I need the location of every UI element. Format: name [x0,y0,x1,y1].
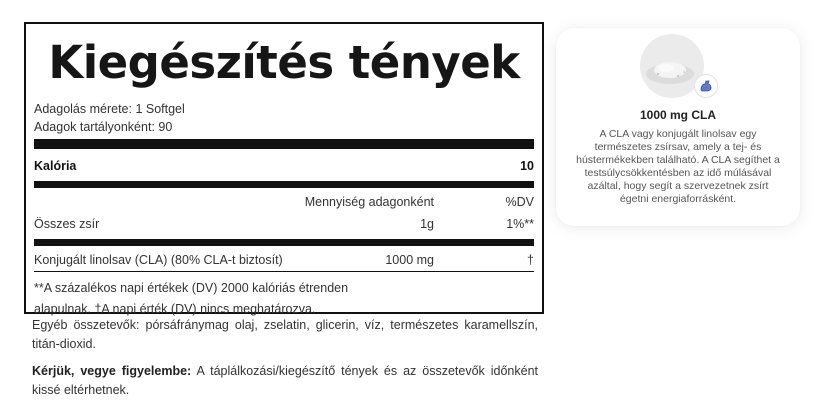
footnotes [34,278,534,320]
row-dv: † [527,253,534,267]
facts-title: Kiegészítés tények [48,36,520,89]
row-amount: 1000 mg [385,253,434,267]
calories-row [34,155,534,177]
calories-label: Kalória [34,159,77,173]
row-name: Összes zsír [34,217,100,231]
notice-text: A táplálkozási/kiegészítő tények és az összetevők időnként kissé eltérhetnek. [32,364,539,397]
header-amount: Mennyiség adagonként [304,195,434,209]
row-name: Konjugált linolsav (CLA) (80% CLA-t biztosít) [34,253,283,267]
divider-medium [34,181,534,188]
card-description: A CLA vagy konjugált linolsav egy természetes zsírsav, amely a tej- és hústermékekben található. A CLA segíthet a testsúlycsökkentésben az idő múlásával azáltal, hogy segít a szervezetnek zsírt égetni energiaforrásként. [576,128,780,205]
table-row [34,213,534,235]
divider-medium [34,239,534,246]
other-ingredients: Egyéb összetevők: pórsáfránymag olaj, zselatin, glicerin, víz, természetes karamellszín, titán-dioxid. [32,318,538,351]
ingredient-card [556,28,800,226]
flexed-arm-icon [694,74,718,98]
footnote-2: alapulnak. †A napi érték (DV) nincs meghatározva. [34,302,316,316]
supplement-facts-panel [24,22,544,314]
divider-thick [34,139,534,149]
row-amount: 1g [420,217,434,231]
card-title: 1000 mg CLA [639,108,717,122]
table-row [34,249,534,271]
footnote-1: **A százalékos napi értékek (DV) 2000 kalóriás étrenden [34,281,349,295]
calories-value: 10 [520,159,534,173]
header-dv: %DV [505,195,534,209]
notice [32,362,538,400]
serving-size: Adagolás mérete: 1 Softgel [34,102,185,116]
divider-thin [34,271,534,272]
column-header-row [34,191,534,213]
servings-per-container: Adagok tartályonként: 90 [34,120,173,134]
notice-label: Kérjük, vegye figyelembe: [32,364,192,378]
row-dv: 1%** [506,217,534,231]
